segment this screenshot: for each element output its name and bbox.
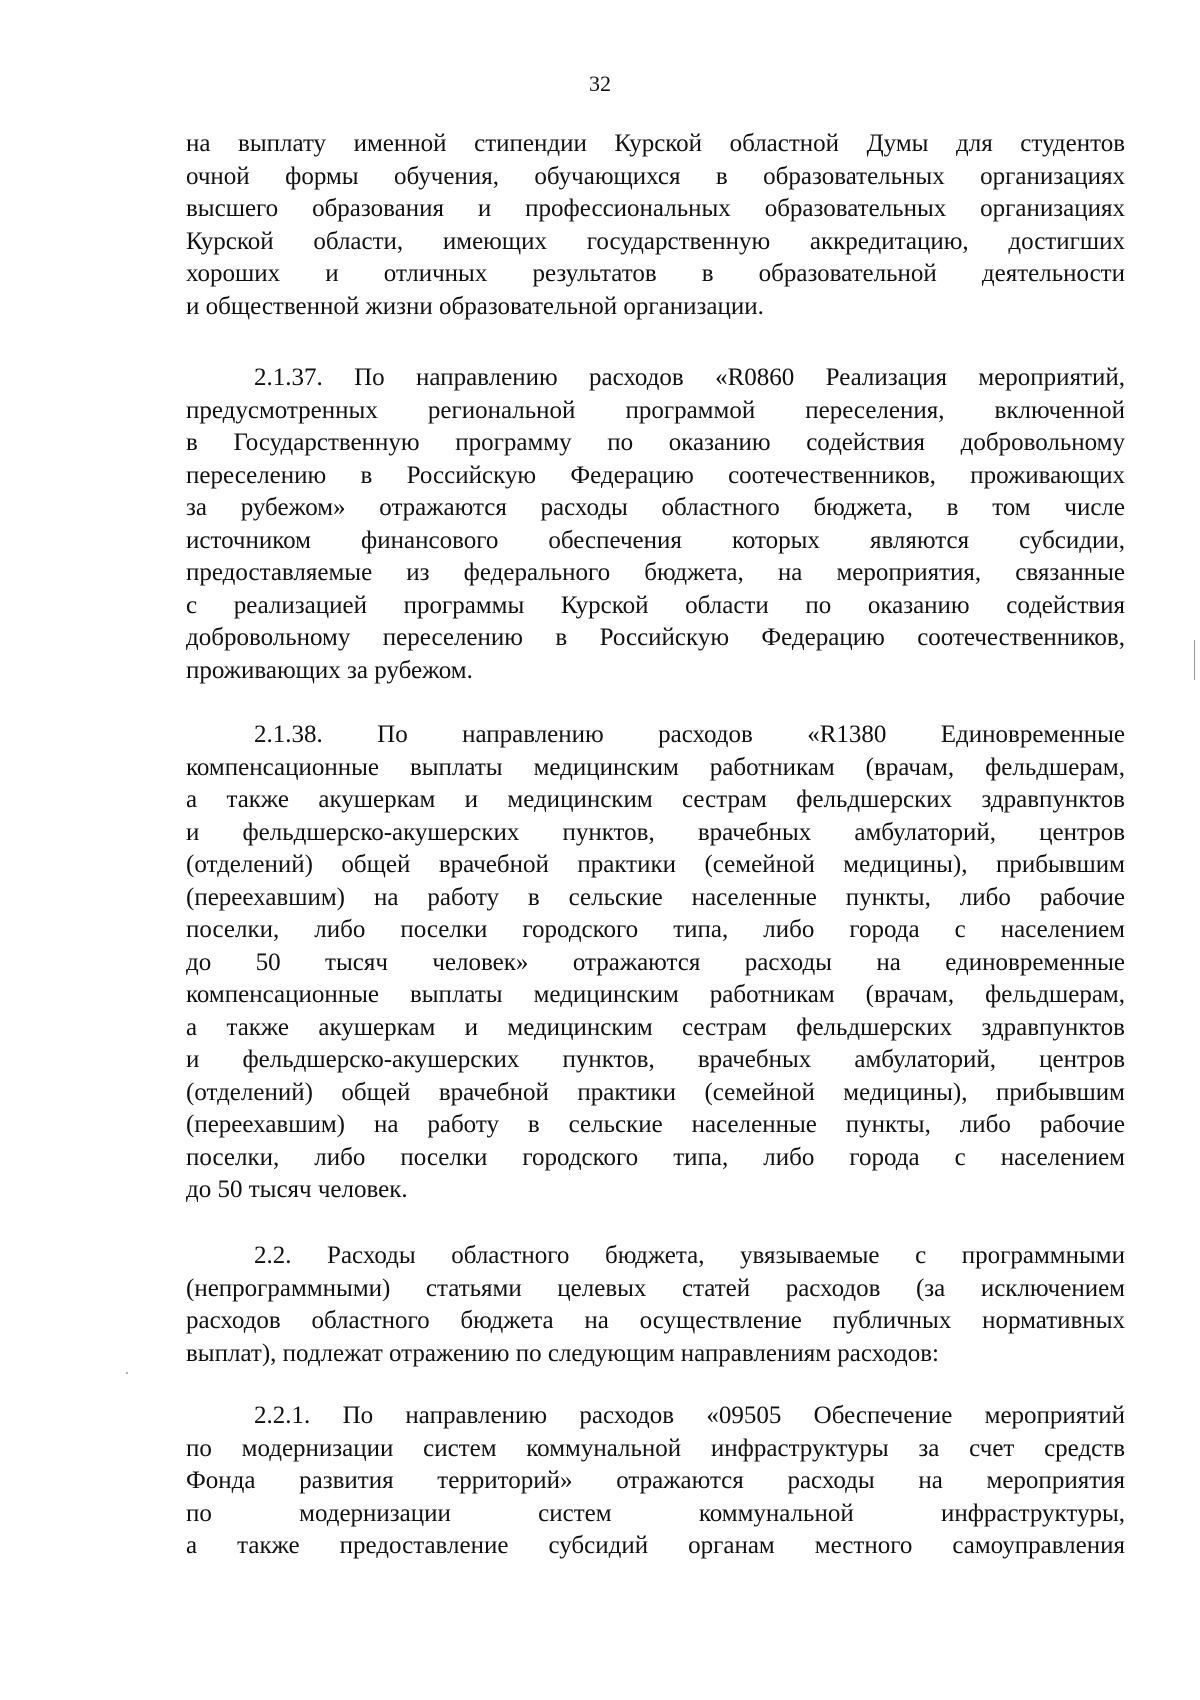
paragraph-line: (переехавшим) на работу в сельские населенные пункты, либо рабочие — [186, 883, 1125, 911]
paragraph-line: до 50 тысяч человек. — [186, 1176, 408, 1203]
paragraph-line: Фонда развития территорий» отражаются расходы на мероприятия — [186, 1467, 1125, 1494]
paragraph-line: хороших и отличных результатов в образовательной деятельности — [186, 260, 1125, 287]
paragraph-line: по модернизации систем коммунальной инфраструктуры за счет средств — [186, 1434, 1125, 1462]
paragraph-line: 2.1.37. По направлению расходов «R0860 Реализация мероприятий, — [254, 364, 1125, 391]
paragraph-line: поселки, либо поселки городского типа, либо города с населением — [186, 916, 1125, 943]
paragraph-line: предоставляемые из федерального бюджета, на мероприятия, связанные — [186, 559, 1125, 586]
paragraph-line: переселению в Российскую Федерацию соотечественников, проживающих — [186, 461, 1125, 489]
paragraph-line: проживающих за рубежом. — [186, 656, 473, 684]
paragraph-2-1-38 — [186, 719, 1125, 1207]
paragraph-line: а также предоставление субсидий органам местного самоуправления — [186, 1532, 1125, 1559]
paragraph-line: до 50 тысяч человек» отражаются расходы на единовременные — [186, 948, 1125, 976]
paragraph-line: по модернизации систем коммунальной инфраструктуры, — [186, 1499, 1125, 1527]
paragraph-line: высшего образования и профессиональных образовательных организациях — [186, 195, 1125, 222]
paragraph-line: расходов областного бюджета на осуществление публичных нормативных — [186, 1307, 1125, 1334]
paragraph-stipend-continuation — [186, 128, 1125, 323]
scan-edge-mark — [1194, 640, 1195, 680]
paragraph-line: предусмотренных региональной программой переселения, включенной — [186, 396, 1125, 424]
paragraph-line: и фельдшерско-акушерских пунктов, врачебных амбулаторий, центров — [186, 1046, 1125, 1073]
paragraph-2-2-1 — [186, 1400, 1125, 1563]
paragraph-2-1-37 — [186, 362, 1125, 687]
paragraph-line: выплат), подлежат отражению по следующим направлениям расходов: — [186, 1339, 939, 1367]
paragraph-line: Курской области, имеющих государственную аккредитацию, достигших — [186, 227, 1125, 255]
paragraph-2-2 — [186, 1240, 1125, 1370]
paragraph-line: компенсационные выплаты медицинским работникам (врачам, фельдшерам, — [186, 981, 1125, 1008]
paragraph-line: за рубежом» отражаются расходы областного бюджета, в том числе — [186, 494, 1125, 521]
paragraph-line: с реализацией программы Курской области по оказанию содействия — [186, 591, 1125, 619]
paragraph-line: компенсационные выплаты медицинским работникам (врачам, фельдшерам, — [186, 753, 1125, 781]
paragraph-line: (отделений) общей врачебной практики (семейной медицины), прибывшим — [186, 851, 1125, 878]
paragraph-line: а также акушеркам и медицинским сестрам фельдшерских здравпунктов — [186, 1013, 1125, 1041]
paragraph-line: (непрограммными) статьями целевых статей расходов (за исключением — [186, 1274, 1125, 1302]
paragraph-line: поселки, либо поселки городского типа, либо города с населением — [186, 1143, 1125, 1171]
paragraph-line: и фельдшерско-акушерских пунктов, врачебных амбулаторий, центров — [186, 818, 1125, 846]
paragraph-line: на выплату именной стипендии Курской областной Думы для студентов — [186, 130, 1125, 157]
paragraph-line: (переехавшим) на работу в сельские населенные пункты, либо рабочие — [186, 1111, 1125, 1138]
paragraph-line: очной формы обучения, обучающихся в образовательных организациях — [186, 162, 1125, 190]
scan-dust-mark — [126, 1372, 128, 1374]
paragraph-line: добровольному переселению в Российскую Федерацию соотечественников, — [186, 624, 1125, 651]
paragraph-line: источником финансового обеспечения которых являются субсидии, — [186, 526, 1125, 554]
paragraph-line: и общественной жизни образовательной организации. — [186, 292, 764, 320]
page-number: 32 — [589, 71, 611, 96]
paragraph-line: (отделений) общей врачебной практики (семейной медицины), прибывшим — [186, 1078, 1125, 1106]
paragraph-line: 2.2.1. По направлению расходов «09505 Обеспечение мероприятий — [254, 1402, 1125, 1429]
paragraph-line: а также акушеркам и медицинским сестрам фельдшерских здравпунктов — [186, 786, 1125, 813]
paragraph-line: 2.2. Расходы областного бюджета, увязываемые с программными — [254, 1242, 1125, 1269]
paragraph-line: 2.1.38. По направлению расходов «R1380 Единовременные — [254, 721, 1125, 748]
paragraph-line: в Государственную программу по оказанию содействия добровольному — [186, 429, 1125, 456]
